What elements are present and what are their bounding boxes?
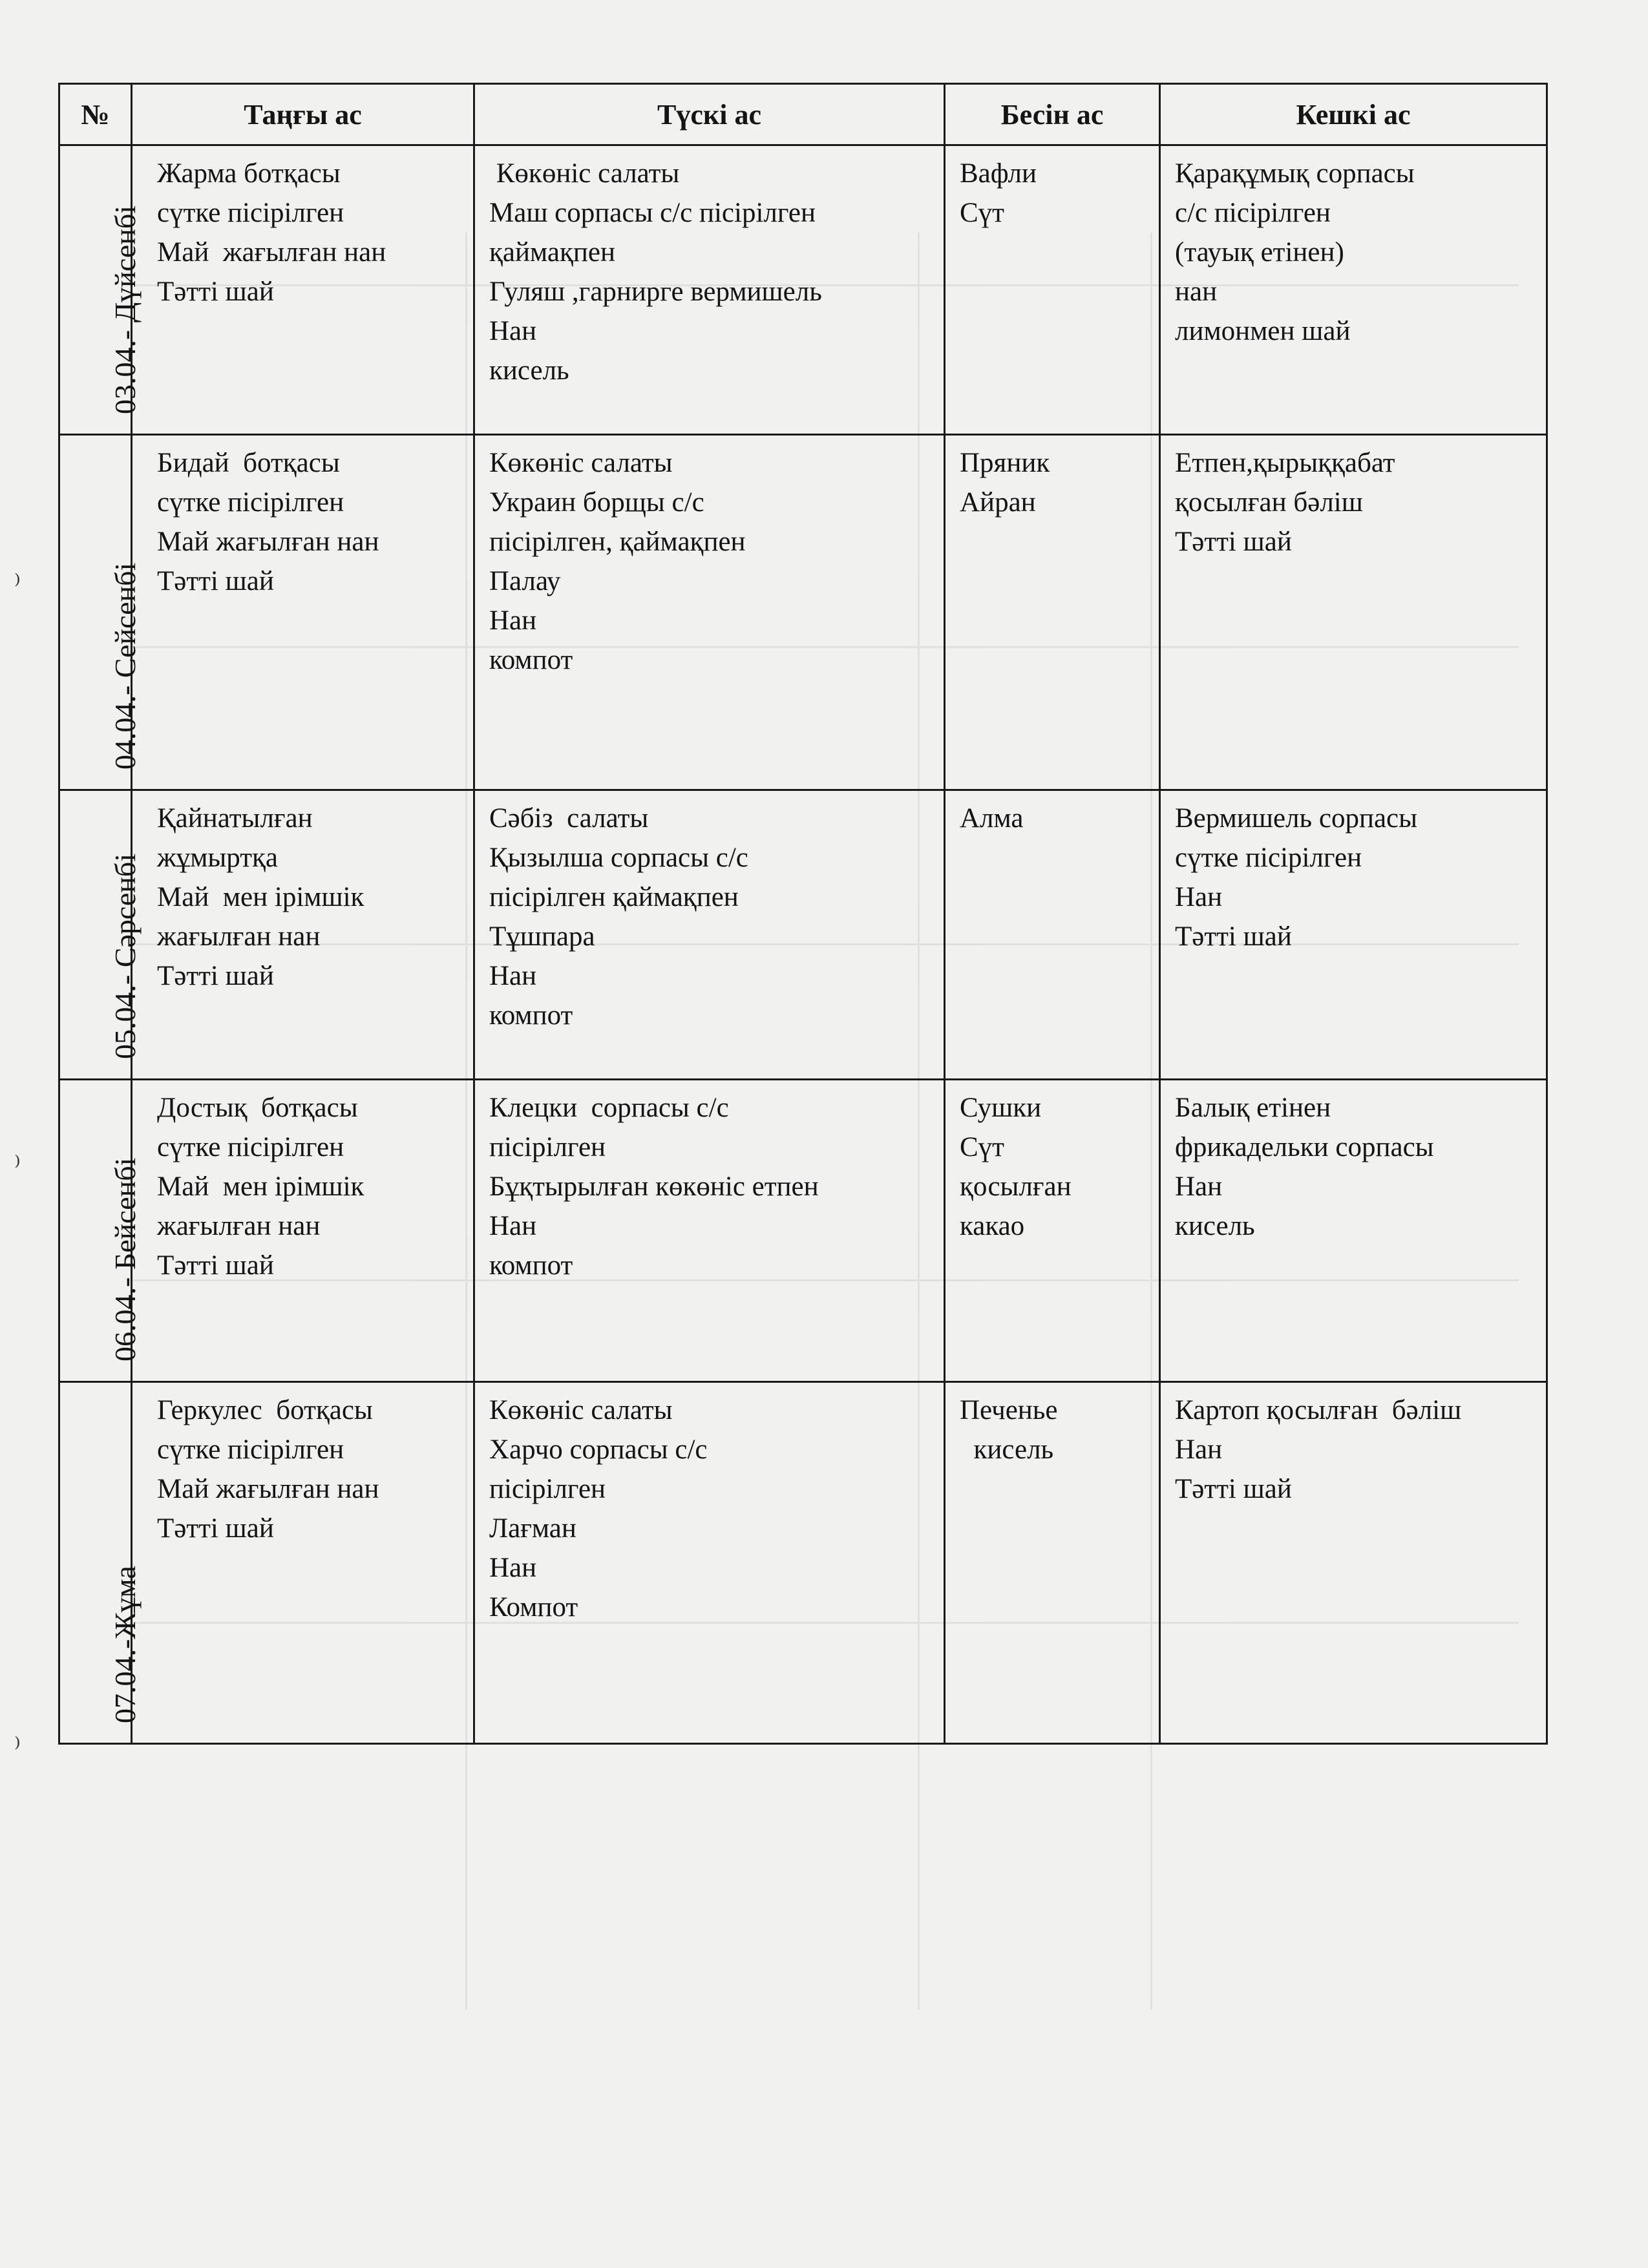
dish-item: қосылған bbox=[960, 1171, 1072, 1202]
dish-item: жағылған нан bbox=[157, 921, 321, 952]
dish-item: жұмыртқа bbox=[157, 842, 279, 873]
dish-item: Вафли bbox=[960, 158, 1037, 189]
dinner-cell bbox=[1160, 1079, 1547, 1381]
dish-item: лимонмен шай bbox=[1175, 316, 1351, 346]
breakfast-cell bbox=[132, 1079, 474, 1381]
day-row bbox=[59, 145, 1547, 435]
dish-list bbox=[475, 436, 944, 680]
dish-item: Май жағылған нан bbox=[157, 237, 386, 268]
dinner-cell bbox=[1160, 1382, 1547, 1744]
dish-item: Геркулес ботқасы bbox=[157, 1395, 373, 1425]
dish-item: Балық етінен bbox=[1175, 1092, 1331, 1123]
dish-item: Клецки сорпасы с/с bbox=[489, 1092, 729, 1123]
dish-list bbox=[132, 146, 473, 311]
day-cell bbox=[59, 434, 142, 790]
dish-item: сүтке пісірілген bbox=[157, 198, 344, 228]
dish-item: Нан bbox=[489, 1553, 537, 1583]
lunch-cell bbox=[474, 1382, 945, 1744]
dish-item: какао bbox=[960, 1210, 1025, 1241]
dish-item: сүтке пісірілген bbox=[1175, 842, 1362, 873]
dish-item: Тәтті шай bbox=[157, 1250, 274, 1281]
dish-item: Достық ботқасы bbox=[157, 1092, 358, 1123]
dish-item: сүтке пісірілген bbox=[157, 1131, 344, 1162]
dish-item: Көкөніс салаты bbox=[489, 1395, 673, 1425]
dinner-cell bbox=[1160, 790, 1547, 1079]
snack-cell bbox=[945, 145, 1160, 435]
dish-item: сүтке пісірілген bbox=[157, 487, 344, 518]
dish-item: кисель bbox=[960, 1434, 1054, 1465]
header-snack: Бесін ас bbox=[945, 84, 1160, 145]
dish-list bbox=[1161, 146, 1546, 351]
dish-item: қосылған бәліш bbox=[1175, 487, 1363, 518]
breakfast-cell bbox=[132, 1382, 474, 1744]
breakfast-cell bbox=[132, 434, 474, 790]
snack-cell bbox=[945, 1382, 1160, 1744]
lunch-cell bbox=[474, 790, 945, 1079]
snack-cell bbox=[945, 790, 1160, 1079]
snack-cell bbox=[945, 434, 1160, 790]
header-breakfast: Таңғы ас bbox=[132, 84, 474, 145]
dish-item: Нан bbox=[1175, 1171, 1223, 1202]
day-label: 06.04.- Бейсенбі bbox=[108, 1157, 142, 1361]
day-cell bbox=[59, 1382, 142, 1744]
dish-item: пісірілген bbox=[489, 1474, 606, 1504]
dish-list bbox=[945, 146, 1159, 233]
dish-item: жағылған нан bbox=[157, 1210, 321, 1241]
dish-list bbox=[1161, 1383, 1546, 1509]
dish-item: компот bbox=[489, 644, 573, 675]
dish-item: Нан bbox=[489, 605, 537, 636]
dish-item: Пряник bbox=[960, 447, 1050, 478]
dish-item: Нан bbox=[489, 316, 537, 346]
header-row bbox=[59, 84, 1547, 145]
dish-item: Картоп қосылған бәліш bbox=[1175, 1395, 1462, 1425]
margin-mark: ⁾ bbox=[14, 1151, 21, 1180]
dish-item: Бидай ботқасы bbox=[157, 447, 340, 478]
dish-item: Бұқтырылған көкөніс етпен bbox=[489, 1171, 819, 1202]
dish-item: Тәтті шай bbox=[157, 960, 274, 991]
dish-list bbox=[132, 1080, 473, 1285]
dish-item: Тәтті шай bbox=[157, 1513, 274, 1544]
dish-item: компот bbox=[489, 1000, 573, 1031]
dish-item: (тауық етінен) bbox=[1175, 237, 1344, 268]
dish-item: қаймақпен bbox=[489, 237, 615, 268]
dish-item: пісірілген bbox=[489, 1131, 606, 1162]
dish-item: Нан bbox=[1175, 881, 1223, 912]
dish-list bbox=[945, 436, 1159, 522]
dish-item: Палау bbox=[489, 565, 561, 596]
dish-item: Украин борщы с/с bbox=[489, 487, 704, 518]
dish-item: Тұшпара bbox=[489, 921, 595, 952]
day-cell bbox=[59, 145, 142, 435]
dish-item: Компот bbox=[489, 1592, 578, 1622]
dish-item: Етпен,қырыққабат bbox=[1175, 447, 1395, 478]
dish-item: Нан bbox=[1175, 1434, 1223, 1465]
dish-item: Май жағылған нан bbox=[157, 1474, 379, 1504]
dish-list bbox=[945, 1080, 1159, 1246]
lunch-cell bbox=[474, 434, 945, 790]
dish-item: Тәтті шай bbox=[1175, 526, 1292, 557]
dish-item: Вермишель сорпасы bbox=[1175, 803, 1418, 834]
dish-list bbox=[1161, 436, 1546, 562]
day-row bbox=[59, 1382, 1547, 1744]
margin-mark: ⁾ bbox=[14, 1732, 21, 1761]
day-label: 03.04.- Дүйсенбі bbox=[108, 205, 142, 414]
day-cell bbox=[59, 1079, 142, 1381]
dish-list bbox=[1161, 791, 1546, 956]
dish-item: Нан bbox=[489, 960, 537, 991]
dish-item: Май мен ірімшік bbox=[157, 881, 364, 912]
dish-list bbox=[475, 1080, 944, 1285]
day-label: 04.04.- Сейсенбі bbox=[108, 562, 142, 770]
dish-item: Тәтті шай bbox=[1175, 1474, 1292, 1504]
dish-item: Гуляш ,гарнирге вермишель bbox=[489, 277, 822, 307]
dish-item: Алма bbox=[960, 803, 1024, 834]
dinner-cell bbox=[1160, 145, 1547, 435]
dish-list bbox=[132, 791, 473, 996]
dish-list bbox=[475, 791, 944, 1035]
dish-list bbox=[132, 1383, 473, 1548]
dish-list bbox=[132, 436, 473, 601]
snack-cell bbox=[945, 1079, 1160, 1381]
dish-item: Қызылша сорпасы с/с bbox=[489, 842, 748, 873]
lunch-cell bbox=[474, 1079, 945, 1381]
header-lunch: Түскі ас bbox=[474, 84, 945, 145]
dish-item: Тәтті шай bbox=[157, 277, 274, 307]
dish-list bbox=[945, 1383, 1159, 1469]
header-number: № bbox=[59, 84, 132, 145]
margin-mark: ⁾ bbox=[14, 569, 21, 598]
weekly-menu-table bbox=[58, 83, 1548, 1745]
dish-list bbox=[475, 1383, 944, 1627]
dish-item: Маш сорпасы с/с пісірілген bbox=[489, 198, 816, 228]
dish-item: с/с пісірілген bbox=[1175, 198, 1331, 228]
header-dinner: Кешкі ас bbox=[1160, 84, 1547, 145]
day-row bbox=[59, 790, 1547, 1079]
dish-item: Печенье bbox=[960, 1395, 1058, 1425]
dish-item: Сәбіз салаты bbox=[489, 803, 649, 834]
breakfast-cell bbox=[132, 145, 474, 435]
dish-item: компот bbox=[489, 1250, 573, 1281]
dish-list bbox=[475, 146, 944, 390]
dish-item: Қайнатылған bbox=[157, 803, 313, 834]
dish-item: Қарақұмық сорпасы bbox=[1175, 158, 1415, 189]
dinner-cell bbox=[1160, 434, 1547, 790]
dish-item: Көкөніс салаты bbox=[489, 158, 680, 189]
dish-item: Май мен ірімшік bbox=[157, 1171, 364, 1202]
day-row bbox=[59, 1079, 1547, 1381]
dish-item: Харчо сорпасы с/с bbox=[489, 1434, 708, 1465]
dish-item: Жарма ботқасы bbox=[157, 158, 341, 189]
dish-item: фрикадельки сорпасы bbox=[1175, 1131, 1434, 1162]
lunch-cell bbox=[474, 145, 945, 435]
day-label: 07.04.-Жұма bbox=[108, 1566, 142, 1723]
dish-item: кисель bbox=[489, 355, 569, 386]
dish-item: Сушки bbox=[960, 1092, 1042, 1123]
dish-item: Лағман bbox=[489, 1513, 576, 1544]
dish-item: пісірілген қаймақпен bbox=[489, 881, 739, 912]
dish-item: Май жағылған нан bbox=[157, 526, 379, 557]
dish-item: сүтке пісірілген bbox=[157, 1434, 344, 1465]
breakfast-cell bbox=[132, 790, 474, 1079]
dish-item: Сүт bbox=[960, 1131, 1004, 1162]
dish-item: Сүт bbox=[960, 198, 1004, 228]
dish-list bbox=[1161, 1080, 1546, 1246]
day-cell bbox=[59, 790, 142, 1079]
day-label: 05.04.- Сәрсенбі bbox=[108, 853, 142, 1059]
dish-item: Айран bbox=[960, 487, 1036, 518]
dish-item: нан bbox=[1175, 277, 1218, 307]
dish-item: кисель bbox=[1175, 1210, 1255, 1241]
dish-list bbox=[945, 791, 1159, 838]
dish-item: Тәтті шай bbox=[157, 565, 274, 596]
dish-item: Тәтті шай bbox=[1175, 921, 1292, 952]
dish-item: Нан bbox=[489, 1210, 537, 1241]
day-row bbox=[59, 434, 1547, 790]
dish-item: пісірілген, қаймақпен bbox=[489, 526, 746, 557]
dish-item: Көкөніс салаты bbox=[489, 447, 673, 478]
